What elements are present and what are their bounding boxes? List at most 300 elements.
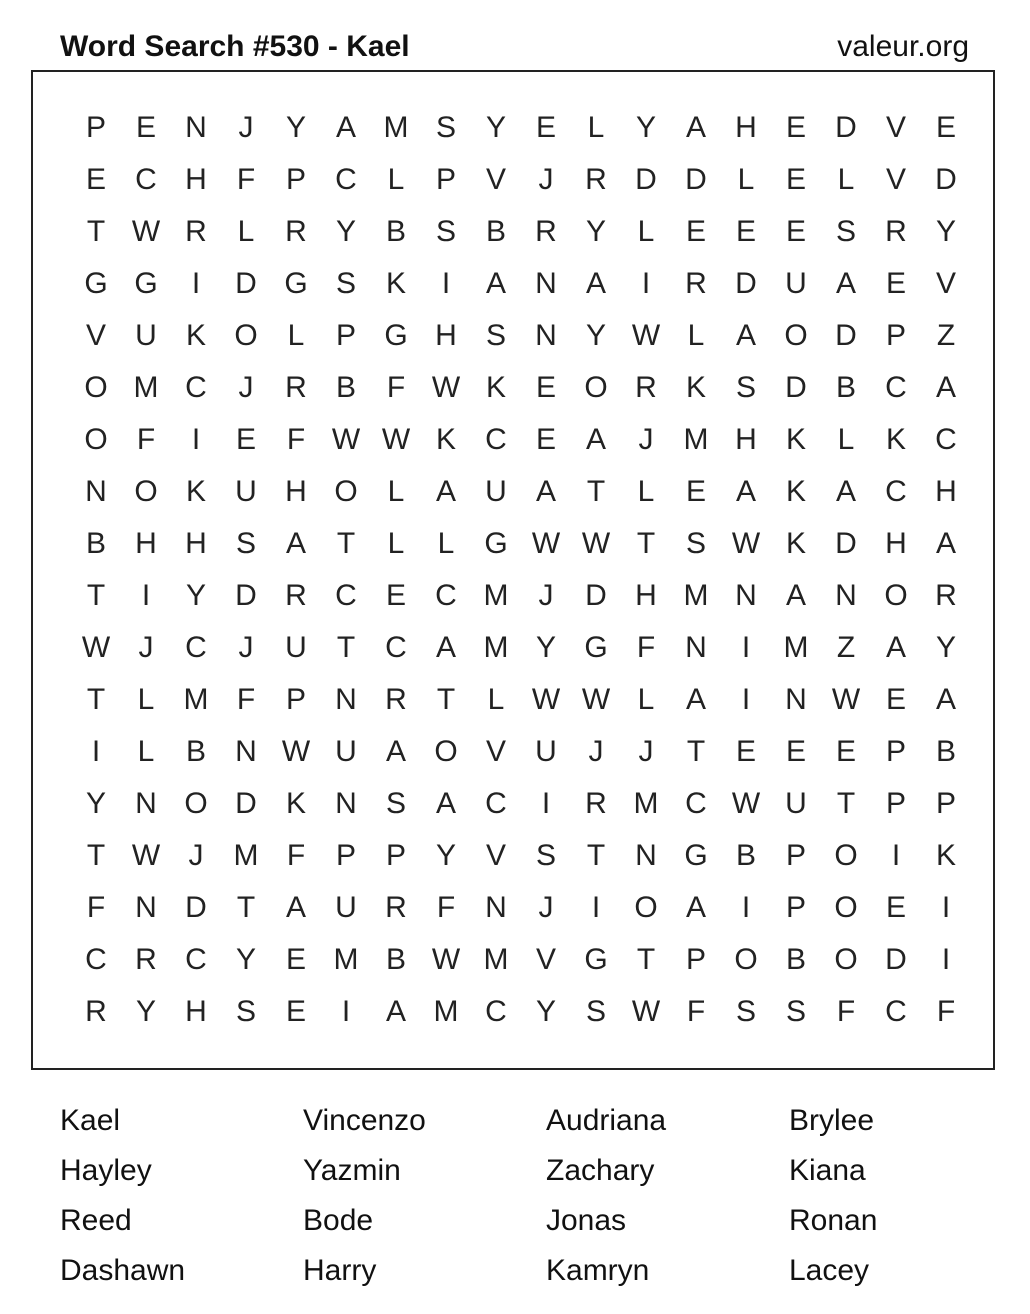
grid-letter: O (234, 319, 258, 352)
grid-letter: T (436, 683, 456, 716)
grid-letter: J (538, 163, 554, 196)
grid-letter: P (85, 111, 106, 144)
grid-letter: M (333, 943, 359, 976)
grid-letter: N (535, 267, 557, 300)
grid-letter: A (535, 475, 556, 508)
grid-letter: A (735, 475, 756, 508)
grid-letter: C (885, 995, 907, 1028)
grid-letter: V (485, 163, 506, 196)
grid-letter: E (885, 267, 906, 300)
grid-letter: F (286, 839, 306, 872)
grid-letter: C (385, 631, 407, 664)
grid-letter: P (885, 319, 906, 352)
grid-letter: U (135, 319, 157, 352)
grid-letter: H (735, 423, 757, 456)
grid-letter: Y (535, 995, 556, 1028)
grid-letter: Y (235, 943, 256, 976)
grid-letter: M (633, 787, 659, 820)
grid-letter: C (185, 943, 207, 976)
grid-letter: U (535, 735, 557, 768)
grid-letter: M (683, 423, 709, 456)
grid-letter: S (735, 371, 756, 404)
grid-letter: H (185, 163, 207, 196)
grid-letter: D (235, 787, 257, 820)
grid-letter: B (385, 215, 406, 248)
grid-letter: T (636, 943, 656, 976)
grid-letter: H (185, 527, 207, 560)
grid-letter: J (188, 839, 204, 872)
letter-grid (71, 102, 971, 1038)
grid-letter: M (233, 839, 259, 872)
grid-letter: F (436, 891, 456, 924)
grid-letter: C (185, 371, 207, 404)
grid-letter: W (131, 215, 161, 248)
grid-letter: W (431, 371, 461, 404)
grid-letter: L (137, 735, 155, 768)
grid-letter: J (238, 631, 254, 664)
grid-letter: N (485, 891, 507, 924)
grid-letter: N (135, 787, 157, 820)
grid-letter: L (637, 215, 655, 248)
grid-letter: N (85, 475, 107, 508)
grid-letter: R (685, 267, 707, 300)
grid-letter: W (81, 631, 111, 664)
word-list-item: Kael (60, 1104, 121, 1137)
grid-letter: R (385, 683, 407, 716)
grid-letter: H (185, 995, 207, 1028)
grid-letter: T (336, 631, 356, 664)
grid-letter: E (735, 215, 756, 248)
grid-letter: E (85, 163, 106, 196)
grid-letter: I (91, 735, 101, 768)
grid-letter: B (735, 839, 756, 872)
grid-letter: K (785, 423, 806, 456)
grid-letter: I (341, 995, 351, 1028)
grid-letter: B (335, 371, 356, 404)
grid-letter: D (835, 111, 857, 144)
grid-letter: W (581, 527, 611, 560)
grid-letter: C (335, 579, 357, 612)
grid-letter: U (285, 631, 307, 664)
grid-letter: L (837, 163, 855, 196)
grid-letter: N (535, 319, 557, 352)
grid-letter: R (585, 163, 607, 196)
grid-letter: T (586, 839, 606, 872)
grid-letter: O (834, 839, 858, 872)
grid-letter: L (837, 423, 855, 456)
grid-letter: B (935, 735, 956, 768)
grid-letter: N (735, 579, 757, 612)
word-list-item: Jonas (546, 1204, 627, 1237)
grid-letter: Y (935, 631, 956, 664)
grid-letter: Y (185, 579, 206, 612)
grid-letter: H (285, 475, 307, 508)
grid-letter: Z (836, 631, 856, 664)
grid-letter: J (238, 111, 254, 144)
grid-letter: N (685, 631, 707, 664)
grid-letter: S (835, 215, 856, 248)
grid-letter: I (541, 787, 551, 820)
grid-letter: C (885, 475, 907, 508)
grid-letter: J (238, 371, 254, 404)
grid-letter: C (435, 579, 457, 612)
grid-letter: S (785, 995, 806, 1028)
grid-letter: H (935, 475, 957, 508)
grid-letter: K (485, 371, 506, 404)
grid-letter: Y (135, 995, 156, 1028)
grid-letter: W (731, 527, 761, 560)
grid-letter: S (435, 215, 456, 248)
grid-letter: E (135, 111, 156, 144)
grid-letter: M (133, 371, 159, 404)
grid-letter: Z (936, 319, 956, 352)
grid-letter: O (784, 319, 808, 352)
grid-letter: L (437, 527, 455, 560)
grid-letter: N (635, 839, 657, 872)
word-list-item: Yazmin (303, 1154, 401, 1187)
grid-letter: P (335, 319, 356, 352)
grid-letter: E (785, 215, 806, 248)
word-list-item: Reed (60, 1204, 132, 1237)
grid-letter: A (685, 891, 706, 924)
grid-letter: S (335, 267, 356, 300)
grid-letter: D (735, 267, 757, 300)
grid-letter: M (383, 111, 409, 144)
grid-letter: R (135, 943, 157, 976)
grid-letter: C (885, 371, 907, 404)
grid-letter: R (185, 215, 207, 248)
grid-letter: H (135, 527, 157, 560)
grid-letter: I (191, 423, 201, 456)
grid-letter: K (785, 475, 806, 508)
grid-letter: C (485, 995, 507, 1028)
grid-letter: V (885, 163, 906, 196)
grid-letter: S (685, 527, 706, 560)
word-list-item: Kamryn (546, 1254, 650, 1287)
grid-letter: A (935, 371, 956, 404)
grid-letter: A (935, 683, 956, 716)
grid-letter: A (335, 111, 356, 144)
grid-letter: O (134, 475, 158, 508)
grid-letter: L (387, 475, 405, 508)
grid-letter: E (935, 111, 956, 144)
grid-letter: P (935, 787, 956, 820)
grid-letter: C (135, 163, 157, 196)
grid-letter: S (585, 995, 606, 1028)
grid-letter: E (685, 215, 706, 248)
puzzle-board (31, 70, 995, 1070)
word-list-item: Audriana (546, 1104, 667, 1137)
grid-letter: A (435, 475, 456, 508)
grid-letter: K (185, 319, 206, 352)
grid-letter: R (535, 215, 557, 248)
grid-letter: K (785, 527, 806, 560)
grid-letter: M (483, 579, 509, 612)
grid-letter: F (136, 423, 156, 456)
grid-letter: D (935, 163, 957, 196)
grid-letter: P (785, 839, 806, 872)
grid-letter: L (387, 527, 405, 560)
grid-letter: U (335, 735, 357, 768)
grid-letter: V (885, 111, 906, 144)
word-list-item: Kiana (789, 1154, 866, 1187)
grid-letter: C (485, 787, 507, 820)
grid-letter: D (885, 943, 907, 976)
grid-letter: R (285, 215, 307, 248)
grid-letter: E (785, 111, 806, 144)
grid-letter: S (735, 995, 756, 1028)
grid-letter: D (835, 319, 857, 352)
grid-letter: H (635, 579, 657, 612)
grid-letter: O (734, 943, 758, 976)
grid-letter: I (741, 631, 751, 664)
word-list-item: Vincenzo (303, 1104, 426, 1137)
grid-letter: H (735, 111, 757, 144)
grid-letter: F (686, 995, 706, 1028)
grid-letter: E (535, 371, 556, 404)
grid-letter: E (385, 579, 406, 612)
grid-letter: C (685, 787, 707, 820)
grid-letter: J (538, 891, 554, 924)
grid-letter: L (287, 319, 305, 352)
grid-letter: T (236, 891, 256, 924)
grid-letter: W (631, 995, 661, 1028)
grid-letter: E (235, 423, 256, 456)
grid-letter: P (385, 839, 406, 872)
grid-letter: I (141, 579, 151, 612)
grid-letter: W (531, 683, 561, 716)
grid-letter: Y (335, 215, 356, 248)
grid-letter: S (235, 995, 256, 1028)
grid-letter: J (638, 423, 654, 456)
grid-letter: L (637, 475, 655, 508)
grid-letter: C (335, 163, 357, 196)
grid-letter: A (885, 631, 906, 664)
grid-letter: K (885, 423, 906, 456)
grid-letter: J (538, 579, 554, 612)
grid-letter: H (885, 527, 907, 560)
grid-letter: C (185, 631, 207, 664)
grid-letter: O (84, 371, 108, 404)
grid-letter: R (585, 787, 607, 820)
grid-letter: E (785, 735, 806, 768)
grid-letter: F (936, 995, 956, 1028)
grid-letter: A (385, 995, 406, 1028)
grid-letter: N (185, 111, 207, 144)
grid-letter: P (885, 735, 906, 768)
grid-letter: D (185, 891, 207, 924)
grid-letter: V (85, 319, 106, 352)
grid-letter: L (137, 683, 155, 716)
grid-letter: W (731, 787, 761, 820)
grid-letter: V (485, 735, 506, 768)
grid-letter: K (385, 267, 406, 300)
grid-letter: A (735, 319, 756, 352)
grid-letter: K (685, 371, 706, 404)
grid-letter: P (435, 163, 456, 196)
grid-letter: T (836, 787, 856, 820)
grid-letter: B (185, 735, 206, 768)
grid-letter: F (636, 631, 656, 664)
grid-letter: A (285, 891, 306, 924)
grid-letter: L (387, 163, 405, 196)
grid-letter: R (85, 995, 107, 1028)
grid-letter: W (131, 839, 161, 872)
grid-letter: P (785, 891, 806, 924)
grid-letter: S (435, 111, 456, 144)
grid-letter: R (935, 579, 957, 612)
word-list-item: Brylee (789, 1104, 875, 1137)
grid-letter: V (535, 943, 556, 976)
grid-letter: N (335, 683, 357, 716)
grid-letter: N (335, 787, 357, 820)
grid-letter: E (685, 475, 706, 508)
grid-letter: I (941, 943, 951, 976)
grid-letter: T (636, 527, 656, 560)
grid-letter: A (485, 267, 506, 300)
grid-letter: N (785, 683, 807, 716)
grid-letter: D (235, 579, 257, 612)
grid-letter: D (785, 371, 807, 404)
grid-letter: O (334, 475, 358, 508)
grid-letter: B (85, 527, 106, 560)
grid-letter: A (835, 267, 856, 300)
grid-letter: J (138, 631, 154, 664)
grid-letter: O (84, 423, 108, 456)
grid-letter: O (834, 891, 858, 924)
grid-letter: M (483, 631, 509, 664)
grid-letter: T (86, 839, 106, 872)
grid-letter: D (835, 527, 857, 560)
grid-letter: D (685, 163, 707, 196)
grid-letter: B (485, 215, 506, 248)
grid-letter: O (184, 787, 208, 820)
page-title: Word Search #530 - Kael (60, 30, 410, 63)
grid-letter: C (935, 423, 957, 456)
grid-letter: N (835, 579, 857, 612)
grid-letter: M (183, 683, 209, 716)
word-list-item: Zachary (546, 1154, 655, 1187)
grid-letter: F (86, 891, 106, 924)
grid-letter: W (581, 683, 611, 716)
grid-letter: U (785, 267, 807, 300)
grid-letter: G (384, 319, 408, 352)
grid-letter: E (285, 943, 306, 976)
grid-letter: Y (585, 215, 606, 248)
word-list-item: Hayley (60, 1154, 152, 1187)
grid-letter: O (434, 735, 458, 768)
grid-letter: J (638, 735, 654, 768)
grid-letter: E (535, 111, 556, 144)
grid-letter: I (591, 891, 601, 924)
grid-letter: P (285, 163, 306, 196)
grid-letter: M (683, 579, 709, 612)
grid-letter: O (834, 943, 858, 976)
grid-letter: U (235, 475, 257, 508)
grid-letter: H (435, 319, 457, 352)
grid-letter: L (737, 163, 755, 196)
grid-letter: V (485, 839, 506, 872)
grid-letter: E (885, 891, 906, 924)
word-list-item: Ronan (789, 1204, 878, 1237)
grid-letter: J (588, 735, 604, 768)
grid-letter: B (785, 943, 806, 976)
grid-letter: U (335, 891, 357, 924)
grid-letter: O (634, 891, 658, 924)
grid-letter: G (484, 527, 508, 560)
grid-letter: R (285, 371, 307, 404)
grid-letter: E (535, 423, 556, 456)
grid-letter: Y (85, 787, 106, 820)
grid-letter: S (535, 839, 556, 872)
grid-letter: L (687, 319, 705, 352)
grid-letter: I (741, 891, 751, 924)
grid-letter: B (385, 943, 406, 976)
grid-letter: I (891, 839, 901, 872)
grid-letter: N (135, 891, 157, 924)
grid-letter: Y (585, 319, 606, 352)
grid-letter: G (584, 943, 608, 976)
grid-letter: S (385, 787, 406, 820)
grid-letter: V (935, 267, 956, 300)
grid-letter: S (485, 319, 506, 352)
grid-letter: D (235, 267, 257, 300)
grid-letter: Y (285, 111, 306, 144)
grid-letter: Y (635, 111, 656, 144)
grid-letter: A (685, 683, 706, 716)
grid-letter: O (584, 371, 608, 404)
grid-letter: A (585, 423, 606, 456)
word-list-item: Bode (303, 1204, 374, 1237)
grid-letter: W (381, 423, 411, 456)
grid-letter: P (885, 787, 906, 820)
grid-letter: A (385, 735, 406, 768)
grid-letter: R (285, 579, 307, 612)
grid-letter: I (741, 683, 751, 716)
grid-letter: E (885, 683, 906, 716)
word-list (60, 1096, 1030, 1296)
grid-letter: A (835, 475, 856, 508)
grid-letter: G (284, 267, 308, 300)
grid-letter: A (785, 579, 806, 612)
grid-letter: E (785, 163, 806, 196)
site-name: valeur.org (837, 30, 969, 63)
grid-letter: L (637, 683, 655, 716)
grid-letter: E (835, 735, 856, 768)
grid-letter: C (85, 943, 107, 976)
grid-letter: I (441, 267, 451, 300)
grid-letter: P (285, 683, 306, 716)
grid-letter: A (585, 267, 606, 300)
grid-letter: B (835, 371, 856, 404)
grid-letter: F (236, 683, 256, 716)
grid-letter: F (236, 163, 256, 196)
grid-letter: W (281, 735, 311, 768)
grid-letter: P (335, 839, 356, 872)
grid-letter: F (386, 371, 406, 404)
grid-letter: O (884, 579, 908, 612)
grid-letter: A (685, 111, 706, 144)
grid-letter: T (86, 215, 106, 248)
grid-letter: G (584, 631, 608, 664)
grid-letter: A (435, 787, 456, 820)
grid-letter: R (635, 371, 657, 404)
grid-letter: I (191, 267, 201, 300)
grid-letter: G (84, 267, 108, 300)
word-list-item: Lacey (789, 1254, 870, 1287)
grid-letter: T (336, 527, 356, 560)
grid-letter: D (585, 579, 607, 612)
